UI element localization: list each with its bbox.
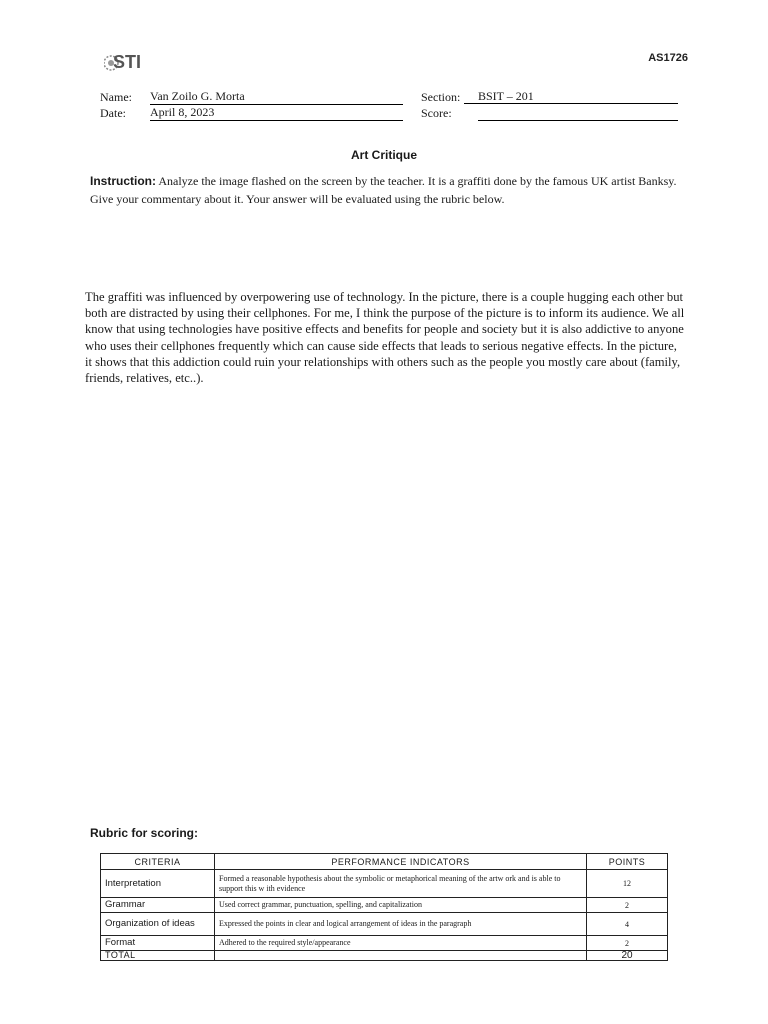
score-label: Score:: [421, 106, 452, 120]
logo-text: STI: [113, 52, 142, 72]
section-value: BSIT – 201: [464, 89, 678, 104]
points-cell: 2: [587, 936, 668, 951]
table-row: [101, 936, 668, 951]
indicator-cell: Formed a reasonable hypothesis about the symbolic or metaphorical meaning of the artw ork and is able to support this w ith evidence: [215, 870, 587, 898]
table-row: [101, 913, 668, 936]
instruction-label: Instruction:: [90, 174, 156, 188]
criteria-cell: Organization of ideas: [101, 913, 215, 936]
document-code: AS1726: [648, 52, 688, 64]
instruction: [90, 172, 690, 208]
points-cell: 4: [587, 913, 668, 936]
total-empty-cell: [215, 951, 587, 961]
table-row: [101, 870, 668, 898]
section-label: Section:: [421, 90, 461, 104]
criteria-cell: Interpretation: [101, 870, 215, 898]
name-value: Van Zoilo G. Morta: [150, 89, 403, 105]
total-points: 20: [587, 951, 668, 961]
table-row: [101, 898, 668, 913]
header-criteria: CRITERIA: [101, 854, 215, 870]
instruction-text: Analyze the image flashed on the screen by the teacher. It is a graffiti done by the famous UK artist Banksy. Give your commentary about it. Your answer will be evaluated using the rubric below.: [90, 174, 677, 206]
date-value: April 8, 2023: [150, 105, 403, 121]
answer-text: The graffiti was influenced by overpowering use of technology. In the picture, there is a couple hugging each other but both are distracted by using their cellphones. For me, I think the purpose of the picture is to inform its audience. We all know that using technologies have positive effects and benefits for people and society but it is also addictive to anyone who uses their cellphones frequently which can cause side effects that leads to serious negative effects. In the picture, it shows that this addiction could ruin your relationships with others such as the people you mostly care about (family, friends, relatives, etc..).: [85, 290, 685, 386]
name-label: Name:: [100, 90, 132, 104]
rubric-table: [100, 853, 668, 961]
page-title: Art Critique: [351, 148, 417, 162]
date-label: Date:: [100, 106, 126, 120]
total-label: TOTAL: [101, 951, 215, 961]
indicator-cell: Used correct grammar, punctuation, spelling, and capitalization: [215, 898, 587, 913]
criteria-cell: Format: [101, 936, 215, 951]
table-header-row: [101, 854, 668, 870]
points-cell: 12: [587, 870, 668, 898]
rubric-title: Rubric for scoring:: [90, 826, 199, 840]
criteria-cell: Grammar: [101, 898, 215, 913]
header-points: POINTS: [587, 854, 668, 870]
header-indicators: PERFORMANCE INDICATORS: [215, 854, 587, 870]
score-value: [478, 105, 678, 121]
total-row: [101, 951, 668, 961]
points-cell: 2: [587, 898, 668, 913]
indicator-cell: Adhered to the required style/appearance: [215, 936, 587, 951]
indicator-cell: Expressed the points in clear and logical arrangement of ideas in the paragraph: [215, 913, 587, 936]
